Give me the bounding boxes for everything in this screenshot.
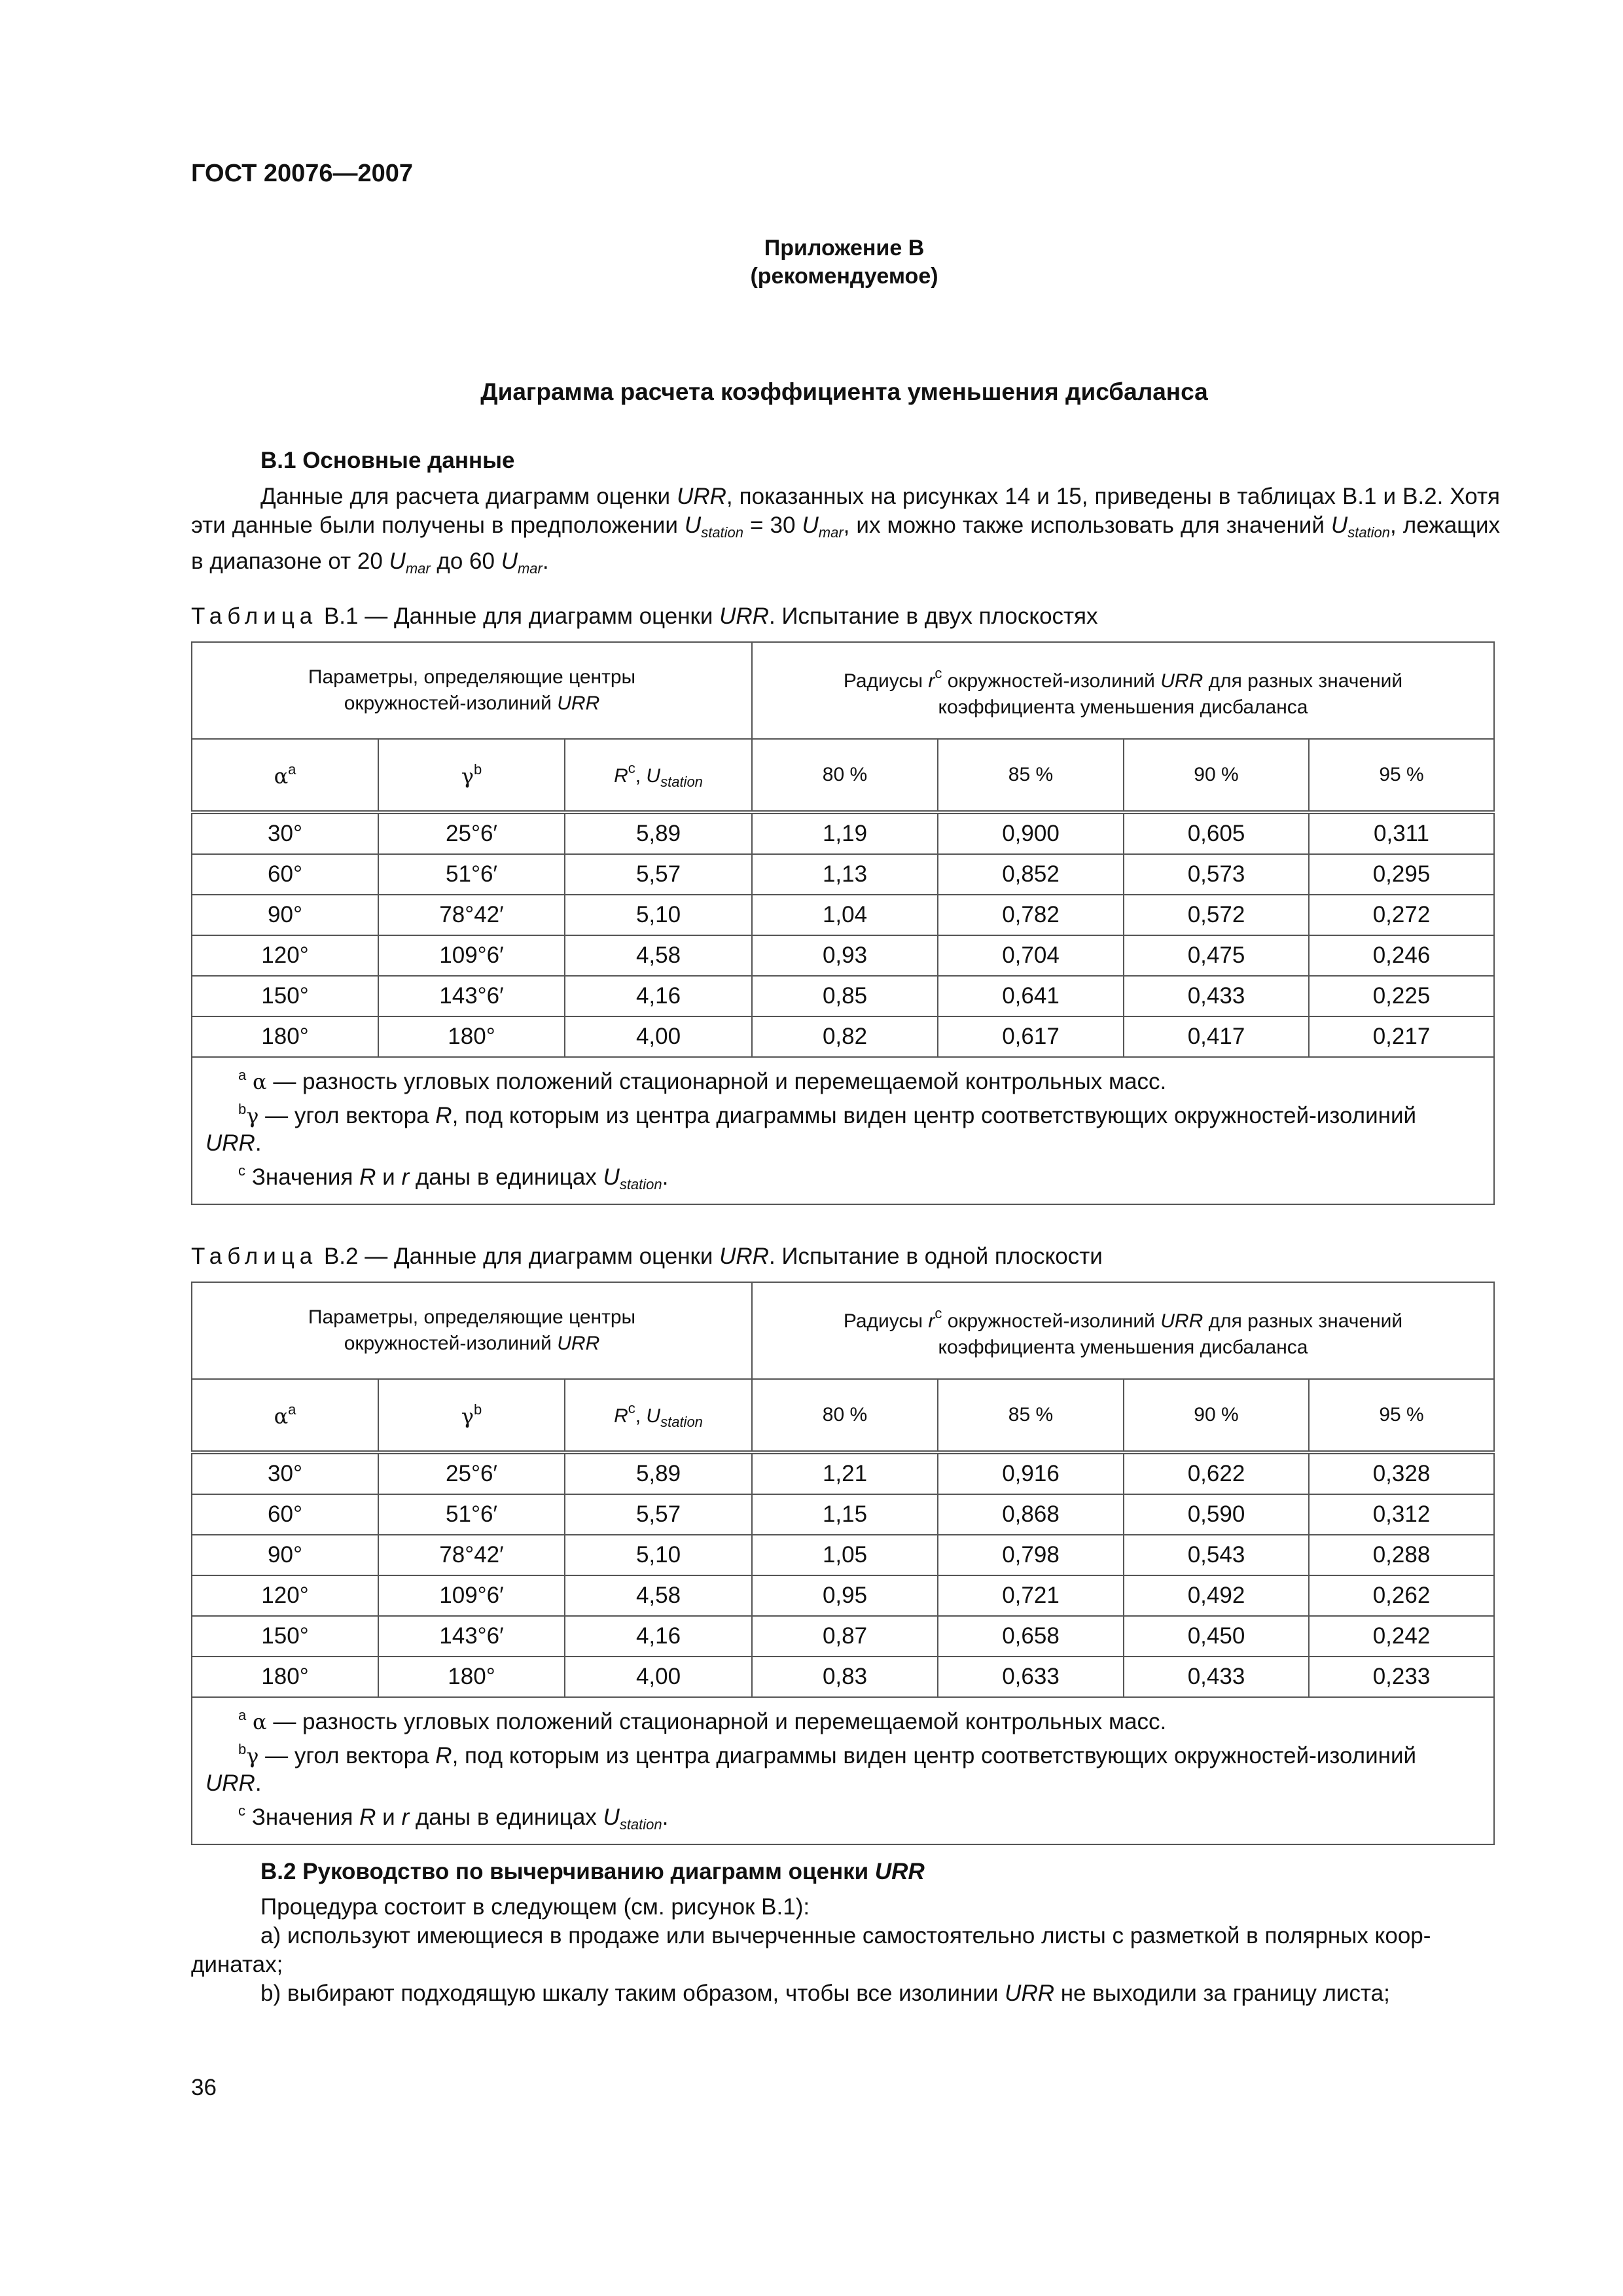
cell: 0,433: [1124, 1657, 1309, 1697]
footnote-b: $^b$γ — угол вектора R, под которым из центра диаграммы виден центр соответствующих окружностей-изолиний: [238, 1101, 1417, 1128]
col-header-95: 95 %: [1309, 739, 1494, 812]
data-table: [191, 1282, 1495, 1845]
cell: 150°: [192, 976, 378, 1016]
table-row: [192, 976, 1494, 1016]
cell: 0,225: [1309, 976, 1494, 1016]
cell: 0,605: [1124, 812, 1309, 854]
cell: 0,288: [1309, 1535, 1494, 1575]
cell: 4,58: [565, 1575, 752, 1616]
section-b1-paragraph: Данные для расчета диаграмм оценки URR, показанных на рисунках 14 и 15, приведены в таблицах В.1 и В.2. Хотя эти данные были получены в предположении $U_{station} = 30$ $U_{mar}$, их можно также использовать для значений $U_{station}$, лежащих в диапазоне от 20 $U_{mar}$ до 60 $U_{mar}$.: [191, 484, 1501, 577]
cell: 180°: [378, 1657, 565, 1697]
header-group-params: Параметры, определяющие центры окружностей-изолиний URR: [192, 1282, 752, 1379]
footnote-c: $^c$ Значения R и r даны в единицах $U_{station}$.: [238, 1162, 669, 1193]
footnote-c: $^c$ Значения R и r даны в единицах $U_{station}$.: [238, 1803, 669, 1833]
cell: 78°42′: [378, 1535, 565, 1575]
cell: 150°: [192, 1616, 378, 1657]
table-row: [192, 1575, 1494, 1616]
cell: 0,433: [1124, 976, 1309, 1016]
col-header-alpha: $\alpha^a$: [192, 1379, 378, 1452]
cell: 120°: [192, 935, 378, 976]
cell: 90°: [192, 895, 378, 935]
cell: 0,312: [1309, 1494, 1494, 1535]
cell: 180°: [192, 1016, 378, 1057]
cell: 30°: [192, 1452, 378, 1494]
col-header-85: 85 %: [938, 739, 1124, 812]
table-row: [192, 1494, 1494, 1535]
cell: 0,93: [752, 935, 938, 976]
footnote-b-cont: URR.: [205, 1770, 262, 1796]
cell: 0,233: [1309, 1657, 1494, 1697]
cell: 5,10: [565, 895, 752, 935]
cell: 5,89: [565, 812, 752, 854]
cell: 90°: [192, 1535, 378, 1575]
cell: 0,85: [752, 976, 938, 1016]
col-header-80: 80 %: [752, 1379, 938, 1452]
table-row: [192, 935, 1494, 976]
cell: 4,58: [565, 935, 752, 976]
col-header-alpha: $\alpha^a$: [192, 739, 378, 812]
cell: 0,87: [752, 1616, 938, 1657]
cell: 78°42′: [378, 895, 565, 935]
section-b2-heading: В.2 Руководство по вычерчиванию диаграмм оценки URR: [260, 1859, 925, 1884]
col-header-r: $R^c$, $U_{station}$: [565, 739, 752, 812]
cell: 5,89: [565, 1452, 752, 1494]
table-row: [192, 812, 1494, 854]
cell: 143°6′: [378, 1616, 565, 1657]
main-title: Диаграмма расчета коэффициента уменьшения дисбаланса: [480, 378, 1208, 405]
cell: 0,450: [1124, 1616, 1309, 1657]
cell: 0,916: [938, 1452, 1124, 1494]
cell: 143°6′: [378, 976, 565, 1016]
section-b2-intro: Процедура состоит в следующем (см. рисунок В.1):: [260, 1894, 810, 1920]
table-row: [192, 1616, 1494, 1657]
cell: 0,721: [938, 1575, 1124, 1616]
table-row: [192, 854, 1494, 895]
cell: 1,15: [752, 1494, 938, 1535]
cell: 1,13: [752, 854, 938, 895]
cell: 0,658: [938, 1616, 1124, 1657]
cell: 120°: [192, 1575, 378, 1616]
cell: 1,19: [752, 812, 938, 854]
section-b2-item-a: a) используют имеющиеся в продаже или вычерченные самостоятельно листы с разметкой в полярных коор- динатах;: [191, 1923, 1431, 1977]
cell: 109°6′: [378, 935, 565, 976]
cell: 0,704: [938, 935, 1124, 976]
cell: 0,95: [752, 1575, 938, 1616]
cell: 0,617: [938, 1016, 1124, 1057]
cell: 0,295: [1309, 854, 1494, 895]
col-header-90: 90 %: [1124, 739, 1309, 812]
col-header-r: $R^c$, $U_{station}$: [565, 1379, 752, 1452]
footnote-a: $^a$ α — разность угловых положений стационарной и перемещаемой контрольных масс.: [238, 1707, 1167, 1734]
cell: 60°: [192, 854, 378, 895]
cell: 0,868: [938, 1494, 1124, 1535]
cell: 0,590: [1124, 1494, 1309, 1535]
cell: 4,00: [565, 1657, 752, 1697]
cell: 0,262: [1309, 1575, 1494, 1616]
cell: 0,328: [1309, 1452, 1494, 1494]
col-header-90: 90 %: [1124, 1379, 1309, 1452]
col-header-80: 80 %: [752, 739, 938, 812]
table-row: [192, 1657, 1494, 1697]
cell: 0,475: [1124, 935, 1309, 976]
section-b1-heading: В.1 Основные данные: [260, 448, 515, 473]
cell: 0,311: [1309, 812, 1494, 854]
cell: 0,217: [1309, 1016, 1494, 1057]
annex-note: (рекомендуемое): [750, 264, 938, 289]
table-caption: Таблица В.1 — Данные для диаграмм оценки URR. Испытание в двух плоскостях: [191, 603, 1098, 629]
cell: 25°6′: [378, 812, 565, 854]
cell: 0,272: [1309, 895, 1494, 935]
header-group-radii: Радиусы $r^c$ окружностей-изолиний URR для разных значений коэффициента уменьшения дисбаланса: [752, 1282, 1494, 1379]
cell: 0,641: [938, 976, 1124, 1016]
cell: 0,622: [1124, 1452, 1309, 1494]
table-caption: Таблица В.2 — Данные для диаграмм оценки URR. Испытание в одной плоскости: [191, 1244, 1103, 1269]
page-number: 36: [191, 2075, 217, 2100]
cell: 5,10: [565, 1535, 752, 1575]
cell: 1,05: [752, 1535, 938, 1575]
cell: 4,00: [565, 1016, 752, 1057]
section-b2-item-b: b) выбирают подходящую шкалу таким образом, чтобы все изолинии URR не выходили за границу листа;: [260, 1981, 1390, 2006]
cell: 0,83: [752, 1657, 938, 1697]
cell: 0,242: [1309, 1616, 1494, 1657]
cell: 0,492: [1124, 1575, 1309, 1616]
cell: 0,82: [752, 1016, 938, 1057]
header-group-radii: Радиусы $r^c$ окружностей-изолиний URR для разных значений коэффициента уменьшения дисбаланса: [752, 642, 1494, 739]
col-header-gamma: $\gamma^b$: [378, 739, 565, 812]
cell: 0,246: [1309, 935, 1494, 976]
cell: 0,633: [938, 1657, 1124, 1697]
col-header-gamma: $\gamma^b$: [378, 1379, 565, 1452]
col-header-85: 85 %: [938, 1379, 1124, 1452]
data-table: [191, 641, 1495, 1205]
annex-title: Приложение В: [764, 236, 925, 260]
header-group-params: Параметры, определяющие центры окружностей-изолиний URR: [192, 642, 752, 739]
cell: 51°6′: [378, 854, 565, 895]
cell: 0,852: [938, 854, 1124, 895]
cell: 5,57: [565, 854, 752, 895]
cell: 51°6′: [378, 1494, 565, 1535]
cell: 1,21: [752, 1452, 938, 1494]
table-row: [192, 1452, 1494, 1494]
document-header: ГОСТ 20076—2007: [191, 160, 414, 187]
cell: 30°: [192, 812, 378, 854]
cell: 0,573: [1124, 854, 1309, 895]
table-row: [192, 1016, 1494, 1057]
cell: 0,417: [1124, 1016, 1309, 1057]
cell: 180°: [192, 1657, 378, 1697]
cell: 5,57: [565, 1494, 752, 1535]
cell: 1,04: [752, 895, 938, 935]
cell: 0,798: [938, 1535, 1124, 1575]
cell: 0,572: [1124, 895, 1309, 935]
table-footnotes: [192, 1057, 1494, 1204]
footnote-b: $^b$γ — угол вектора R, под которым из центра диаграммы виден центр соответствующих окружностей-изолиний: [238, 1741, 1417, 1768]
footnote-a: $^a$ α — разность угловых положений стационарной и перемещаемой контрольных масс.: [238, 1067, 1167, 1094]
cell: 0,543: [1124, 1535, 1309, 1575]
cell: 60°: [192, 1494, 378, 1535]
table-footnotes: [192, 1697, 1494, 1844]
cell: 25°6′: [378, 1452, 565, 1494]
cell: 4,16: [565, 976, 752, 1016]
table-row: [192, 895, 1494, 935]
table-row: [192, 1535, 1494, 1575]
cell: 0,782: [938, 895, 1124, 935]
cell: 180°: [378, 1016, 565, 1057]
cell: 4,16: [565, 1616, 752, 1657]
cell: 109°6′: [378, 1575, 565, 1616]
footnote-b-cont: URR.: [205, 1130, 262, 1156]
col-header-95: 95 %: [1309, 1379, 1494, 1452]
cell: 0,900: [938, 812, 1124, 854]
